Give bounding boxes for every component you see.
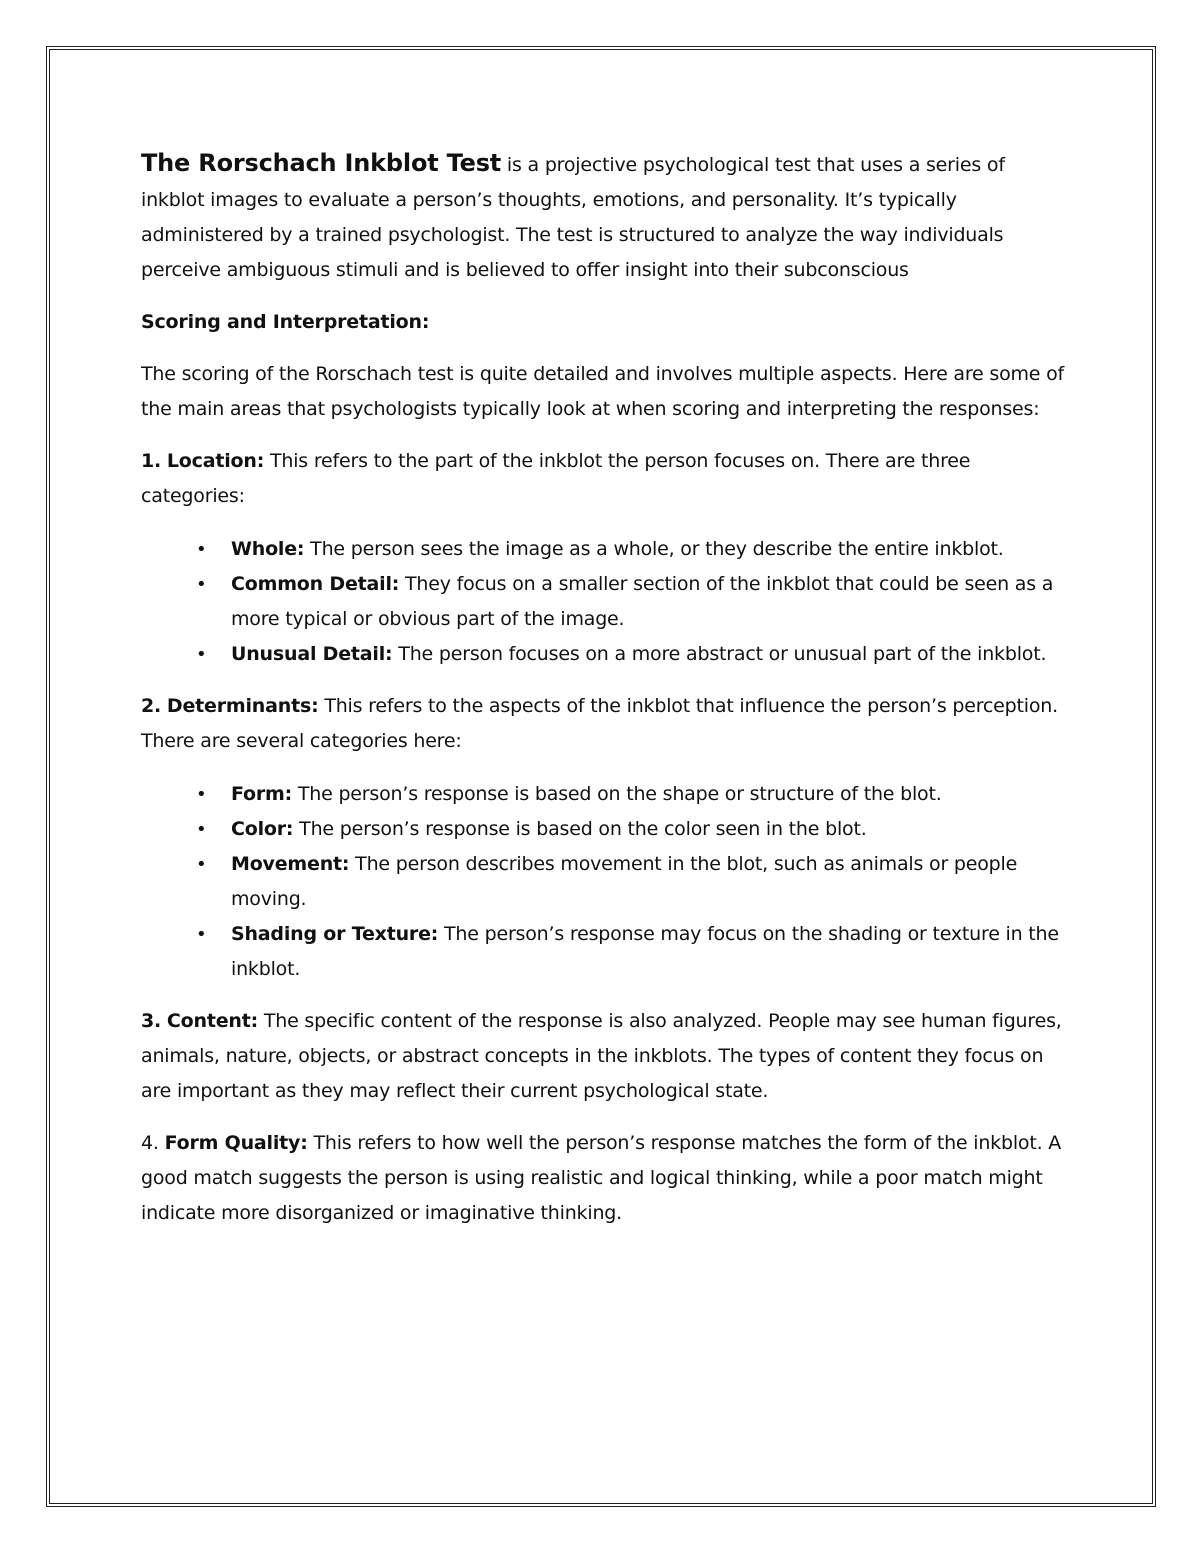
- content-term: Content:: [166, 1010, 258, 1032]
- bullet-icon: •: [196, 924, 207, 945]
- determinants-list: [141, 777, 1071, 987]
- determinants-term: Determinants:: [166, 695, 319, 717]
- list-item-text: The person describes movement in the blot, such as animals or people moving.: [231, 853, 1018, 910]
- intro-text: is a projective psychological test that uses a series of inkblot images to evaluate a person’s thoughts, emotions, and personality. It’s typically administered by a trained psychologist. The test is structured to analyze the way individuals perceive ambiguous stimuli and is believed to offer insight into their subconscious: [141, 154, 1005, 281]
- form-quality-text: This refers to how well the person’s response matches the form of the inkblot. A good match suggests the person is using realistic and logical thinking, while a poor match might indicate more disorganized or imaginative thinking.: [141, 1132, 1062, 1224]
- list-item: [141, 917, 1071, 987]
- content-number: 3.: [141, 1010, 162, 1032]
- list-item-term: Whole:: [231, 538, 305, 560]
- list-item-text: The person’s response is based on the color seen in the blot.: [293, 818, 867, 840]
- list-item-term: Form:: [231, 783, 293, 805]
- bullet-icon: •: [196, 819, 207, 840]
- document-title: The Rorschach Inkblot Test: [141, 149, 502, 177]
- list-item-term: Shading or Texture:: [231, 923, 439, 945]
- list-item-term: Movement:: [231, 853, 350, 875]
- list-item: [141, 532, 1071, 567]
- list-item: [141, 777, 1071, 812]
- location-term: Location:: [166, 450, 265, 472]
- bullet-icon: •: [196, 784, 207, 805]
- form-quality-paragraph: [141, 1126, 1071, 1231]
- location-text: This refers to the part of the inkblot the person focuses on. There are three categories:: [141, 450, 971, 507]
- form-quality-term: Form Quality:: [164, 1132, 308, 1154]
- content-paragraph: [141, 1004, 1071, 1109]
- list-item: [141, 567, 1071, 637]
- scoring-paragraph: The scoring of the Rorschach test is quite detailed and involves multiple aspects. Here are some of the main areas that psychologists typically look at when scoring and interpreting the responses:: [141, 363, 1065, 420]
- bullet-icon: •: [196, 574, 207, 595]
- bullet-icon: •: [196, 539, 207, 560]
- bullet-icon: •: [196, 854, 207, 875]
- list-item-text: The person’s response is based on the shape or structure of the blot.: [292, 783, 942, 805]
- list-item: [141, 637, 1071, 672]
- location-list: [141, 532, 1071, 672]
- list-item-term: Unusual Detail:: [231, 643, 393, 665]
- intro-paragraph: [141, 146, 1071, 288]
- list-item: [141, 847, 1071, 917]
- determinants-paragraph: [141, 689, 1071, 759]
- list-item-text: The person’s response may focus on the shading or texture in the inkblot.: [231, 923, 1059, 980]
- scoring-heading: Scoring and Interpretation:: [141, 311, 430, 333]
- list-item-text: The person sees the image as a whole, or they describe the entire inkblot.: [304, 538, 1004, 560]
- location-number: 1.: [141, 450, 162, 472]
- form-quality-number: 4.: [141, 1132, 159, 1154]
- document-body: [141, 146, 1071, 1248]
- list-item-term: Common Detail:: [231, 573, 400, 595]
- list-item-term: Color:: [231, 818, 294, 840]
- location-paragraph: [141, 444, 1071, 514]
- determinants-text: This refers to the aspects of the inkblot that influence the person’s perception. There are several categories here:: [141, 695, 1058, 752]
- content-text: The specific content of the response is also analyzed. People may see human figures, animals, nature, objects, or abstract concepts in the inkblots. The types of content they focus on are important as they may reflect their current psychological state.: [141, 1010, 1062, 1102]
- bullet-icon: •: [196, 644, 207, 665]
- list-item-text: The person focuses on a more abstract or unusual part of the inkblot.: [392, 643, 1047, 665]
- determinants-number: 2.: [141, 695, 162, 717]
- list-item: [141, 812, 1071, 847]
- list-item-text: They focus on a smaller section of the inkblot that could be seen as a more typical or obvious part of the image.: [231, 573, 1054, 630]
